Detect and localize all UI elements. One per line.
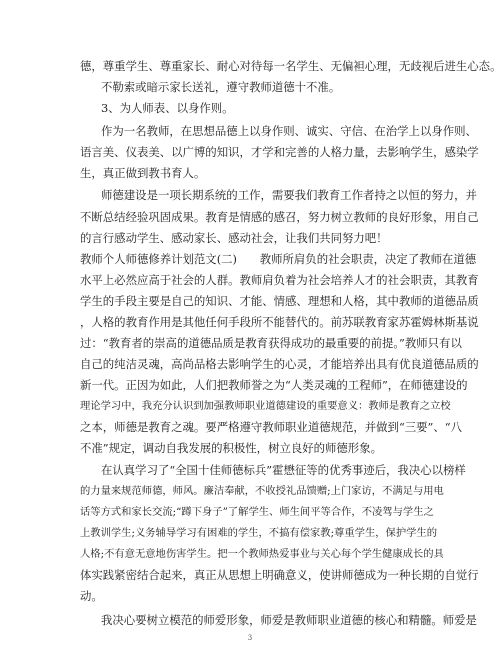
text-line: 的力量来规范师德，师风。廉洁奉献，不收授礼品馈赠;上门家访，不满足与用电 [80, 485, 444, 497]
text-line: 上教训学生;义务辅导学习有困难的学生，不搞有偿家教;尊重学生，保护学生的 [80, 527, 438, 539]
text-line: 体实践紧密结合起来，真正从思想上明确意义，使讲师德成为一种长期的自觉行 [80, 568, 479, 582]
text-line: 语言美、仪表美、以广博的知识，才学和完善的人格力量，去影响学生，感染学 [80, 145, 479, 159]
text-line: 作为一名教师，在思想品德上以身作则、诚实、守信、在治学上以身作则、 [101, 124, 477, 138]
text-line: 不准”规定，调动自我发展的积极性，树立良好的师德形象。 [80, 441, 382, 455]
text-line: 不勒索或暗示家长送礼，遵守教师道德十不准。 [101, 80, 341, 94]
text-line: 的言行感动学生、感动家长、感动社会，让我们共同努力吧！ [80, 231, 388, 245]
text-line: 水平上必然应高于社会的人群。教师肩负着为社会培养人才的社会职责，其教育 [80, 273, 479, 287]
text-line: 学生的手段主要是自己的知识、才能、情感、理想和人格，其中教师的道德品质 [80, 294, 479, 308]
text-line: 生，真正做到教书育人。 [80, 166, 206, 180]
text-line: 话等方式和家长交流;“蹲下身子”了解学生、师生间平等合作，不凌驾与学生之 [80, 506, 434, 518]
page-number: 3 [247, 634, 253, 642]
text-line: 师德建设是一项长期系统的工作，需要我们教育工作者持之以恒的努力，并 [101, 188, 477, 202]
text-line: 我决心要树立模范的师爱形象，师爱是教师职业道德的核心和精髓。师爱是 [101, 613, 477, 627]
text-line: 理论学习中，我充分认识到加强教师职业道德建设的重要意义：教师是教育之立校 [80, 400, 451, 412]
text-line: 动。 [80, 589, 103, 603]
text-line: 德，尊重学生、尊重家长、耐心对待每一名学生、无偏袒心理，无歧视后进生心态。 [80, 59, 501, 73]
text-line: 不断总结经验巩固成果。教育是情感的感召，努力树立教师的良好形象，用自己 [80, 210, 479, 224]
text-line: 在认真学习了“全国十佳师德标兵”霍懋征等的优秀事迹后，我决心以榜样 [101, 463, 466, 477]
text-line: ，人格的教育作用是其他任何手段所不能替代的。前苏联教育家苏霍姆林斯基说 [80, 315, 479, 329]
text-line: 之本，师德是教育之魂。要严格遵守教师职业道德规范，并做到“三要”、“八 [80, 420, 462, 434]
text-line: 新一代。正因为如此，人们把教师誉之为“人类灵魂的工程师”，在师德建设的 [80, 378, 468, 392]
section-heading: 3、为人师表、以身作则。 [101, 101, 234, 115]
text-line: 教师个人师德修养计划范文(二) 教师所肩负的社会职责，决定了教师在道德 [80, 252, 477, 266]
text-line: 过：“教育者的崇高的道德品质是教育获得成功的最重要的前提。”教师只有以 [80, 336, 462, 350]
text-line: 自己的纯洁灵魂，高尚品格去影响学生的心灵，才能培养出具有优良道德品质的 [80, 357, 479, 371]
text-line: 人格;不有意无意地伤害学生。把一个教师热爱事业与关心每个学生健康成长的具 [80, 548, 444, 560]
